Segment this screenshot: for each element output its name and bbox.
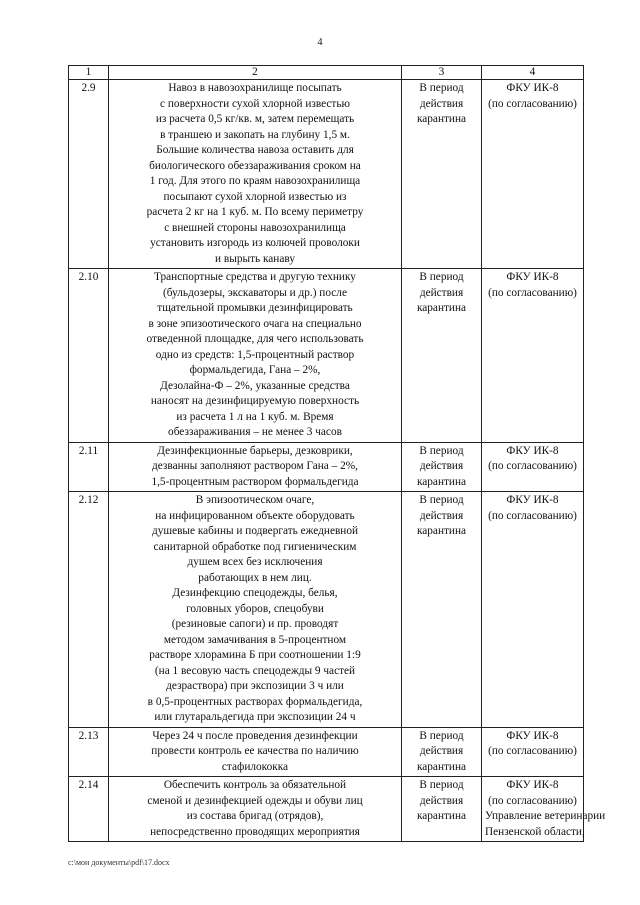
measure-text-line: обеззараживания – не менее 3 часов xyxy=(168,426,342,438)
period-cell xyxy=(402,442,482,492)
table-row xyxy=(69,80,584,269)
period-cell-line: действия xyxy=(419,460,464,472)
executor-cell-line: ФКУ ИК-8 xyxy=(506,82,559,94)
measure-text-line: (на 1 весовую часть спецодежды 9 частей xyxy=(154,664,356,677)
row-number: 2.9 xyxy=(69,80,109,269)
measure-text-line: из расчета 1 л на 1 куб. м. Время xyxy=(176,410,334,423)
period-cell-line: В период xyxy=(419,494,464,506)
table-header-row xyxy=(69,66,584,80)
table-row xyxy=(69,492,584,728)
measure-text-line: биологического обеззараживания сроком на xyxy=(149,159,361,172)
executor-cell xyxy=(482,492,584,728)
measure-text xyxy=(109,269,402,443)
measure-text-line: сменой и дезинфекцией одежды и обуви лиц xyxy=(147,794,363,807)
measure-text-line: наносят на дезинфицируемую поверхность xyxy=(150,395,360,407)
measure-text xyxy=(109,492,402,728)
measure-text-line: Большие количества навоза оставить для xyxy=(156,144,354,156)
period-cell-line: действия xyxy=(419,286,464,299)
measure-text-line: работающих в нем лиц. xyxy=(198,571,312,584)
measure-text-line: душевые кабины и подвергать ежедневной xyxy=(151,525,359,537)
header-col-3: 3 xyxy=(402,66,482,80)
period-cell-line: карантина xyxy=(416,760,467,773)
file-path-footer: c:\мои документы\pdf\17.docx xyxy=(68,858,170,867)
measure-text-line: непосредственно проводящих мероприятия xyxy=(150,825,360,838)
measure-text-line: в траншею и закопать на глубину 1,5 м. xyxy=(160,128,350,141)
executor-cell xyxy=(482,80,584,269)
measure-text-line: на инфицированном объекте оборудовать xyxy=(155,509,355,522)
executor-cell-line: (по согласованию) xyxy=(488,794,577,807)
header-col-1: 1 xyxy=(69,66,109,80)
header-col-4: 4 xyxy=(482,66,584,80)
measure-text xyxy=(109,727,402,777)
measure-text xyxy=(109,442,402,492)
measure-text xyxy=(109,80,402,269)
table-row xyxy=(69,269,584,443)
executor-cell-line: (по согласованию) xyxy=(488,509,577,522)
executor-cell-line: ФКУ ИК-8 xyxy=(506,729,559,742)
measure-text-line: или глутаральдегида при экспозиции 24 ч xyxy=(154,711,356,723)
executor-cell xyxy=(482,269,584,443)
executor-cell-line: (по согласованию) xyxy=(488,286,577,299)
row-number: 2.12 xyxy=(69,492,109,728)
period-cell-line: действия xyxy=(419,794,464,807)
measure-text-line: дезраствора) при экспозиции 3 ч или xyxy=(166,680,344,692)
period-cell xyxy=(402,727,482,777)
measure-text-line: с поверхности сухой хлорной известью xyxy=(160,97,350,110)
measure-text-line: стафилококка xyxy=(221,760,289,773)
period-cell xyxy=(402,269,482,443)
executor-cell-line: (по согласованию) xyxy=(488,97,577,110)
measure-text-line: провести контроль ее качества по наличию xyxy=(151,745,359,757)
measure-text-line: установить изгородь из колючей проволоки xyxy=(150,237,360,249)
measure-text-line: расчета 2 кг на 1 куб. м. По всему периметру xyxy=(146,206,364,218)
table-row xyxy=(69,777,584,842)
measure-text-line: дезванны заполняют раствором Гана – 2%, xyxy=(152,460,358,472)
executor-cell-line: Пензенской области, xyxy=(485,825,585,838)
period-cell xyxy=(402,80,482,269)
period-cell-line: В период xyxy=(419,779,464,791)
period-cell-line: карантина xyxy=(416,810,467,822)
period-cell-line: В период xyxy=(419,271,464,283)
period-cell-line: действия xyxy=(419,745,464,757)
period-cell-line: карантина xyxy=(416,113,467,125)
table-row xyxy=(69,727,584,777)
executor-cell-line: ФКУ ИК-8 xyxy=(506,444,559,457)
measure-text-line: формальдегида, Гана – 2%, xyxy=(189,364,321,376)
period-cell-line: действия xyxy=(419,97,464,110)
period-cell-line: карантина xyxy=(416,475,467,488)
period-cell xyxy=(402,777,482,842)
period-cell-line: действия xyxy=(419,509,464,522)
period-cell-line: В период xyxy=(419,444,464,457)
measure-text-line: и вырыть канаву xyxy=(215,252,295,265)
period-cell-line: карантина xyxy=(416,302,467,314)
executor-cell-line: ФКУ ИК-8 xyxy=(506,779,559,791)
row-number: 2.14 xyxy=(69,777,109,842)
period-cell-line: карантина xyxy=(416,525,467,537)
measure-text-line: с внешней стороны навозохранилища xyxy=(164,221,346,234)
period-cell-line: В период xyxy=(419,82,464,94)
measure-text-line: одно из средств: 1,5-процентный раствор xyxy=(155,348,355,361)
executor-cell xyxy=(482,727,584,777)
measure-text-line: методом замачивания в 5-процентном xyxy=(163,633,347,646)
measure-text-line: растворе хлорамина Б при соотношении 1:9 xyxy=(149,649,361,661)
row-number: 2.10 xyxy=(69,269,109,443)
measure-text xyxy=(109,777,402,842)
measure-text-line: в 0,5-процентных растворах формальдегида, xyxy=(147,695,363,708)
measure-text-line: Транспортные средства и другую технику xyxy=(154,271,356,283)
measure-text-line: Навоз в навозохранилище посыпать xyxy=(168,82,342,94)
measure-text-line: Обеспечить контроль за обязательной xyxy=(163,779,347,791)
measure-text-line: 1 год. Для этого по краям навозохранилища xyxy=(149,175,361,187)
executor-cell-line: ФКУ ИК-8 xyxy=(506,494,559,506)
measure-text-line: Через 24 ч после проведения дезинфекции xyxy=(152,729,358,742)
executor-cell xyxy=(482,442,584,492)
measure-text-line: 1,5-процентным раствором формальдегида xyxy=(151,475,359,488)
measure-text-line: (резиновые сапоги) и пр. проводят xyxy=(171,618,339,630)
measure-text-line: санитарной обработке под гигиеническим xyxy=(153,540,357,553)
measure-text-line: из расчета 0,5 кг/кв. м, затем перемещать xyxy=(155,113,355,125)
measure-text-line: головных уборов, спецобуви xyxy=(186,602,324,615)
executor-cell-line: ФКУ ИК-8 xyxy=(506,271,559,283)
measure-text-line: Дезолайна-Ф – 2%, указанные средства xyxy=(160,379,350,392)
executor-cell-line: Управление ветеринарии xyxy=(485,810,606,822)
measure-text-line: в зоне эпизоотического очага на специально xyxy=(148,317,362,330)
executor-cell-line: (по согласованию) xyxy=(488,745,577,757)
measure-text-line: (бульдозеры, экскаваторы и др.) после xyxy=(163,286,347,299)
measure-text-line: душем всех без исключения xyxy=(187,556,323,568)
executor-cell-line: (по согласованию) xyxy=(488,460,577,472)
row-number: 2.13 xyxy=(69,727,109,777)
measures-table xyxy=(68,65,606,842)
measure-text-line: тщательной промывки дезинфицировать xyxy=(157,302,353,314)
measure-text-line: Дезинфекционные барьеры, дезковрики, xyxy=(157,444,353,457)
executor-cell xyxy=(482,777,606,842)
measure-text-line: В эпизоотическом очаге, xyxy=(195,494,315,506)
row-number: 2.11 xyxy=(69,442,109,492)
header-col-2: 2 xyxy=(109,66,402,80)
period-cell xyxy=(402,492,482,728)
table-row xyxy=(69,442,584,492)
measure-text-line: Дезинфекцию спецодежды, белья, xyxy=(172,587,338,599)
page-number: 4 xyxy=(317,37,323,48)
measure-text-line: отведенной площадке, для чего использовать xyxy=(146,333,364,345)
measure-text-line: из состава бригад (отрядов), xyxy=(186,810,324,822)
period-cell-line: В период xyxy=(419,729,464,742)
measure-text-line: посыпают сухой хлорной известью из xyxy=(163,190,347,203)
